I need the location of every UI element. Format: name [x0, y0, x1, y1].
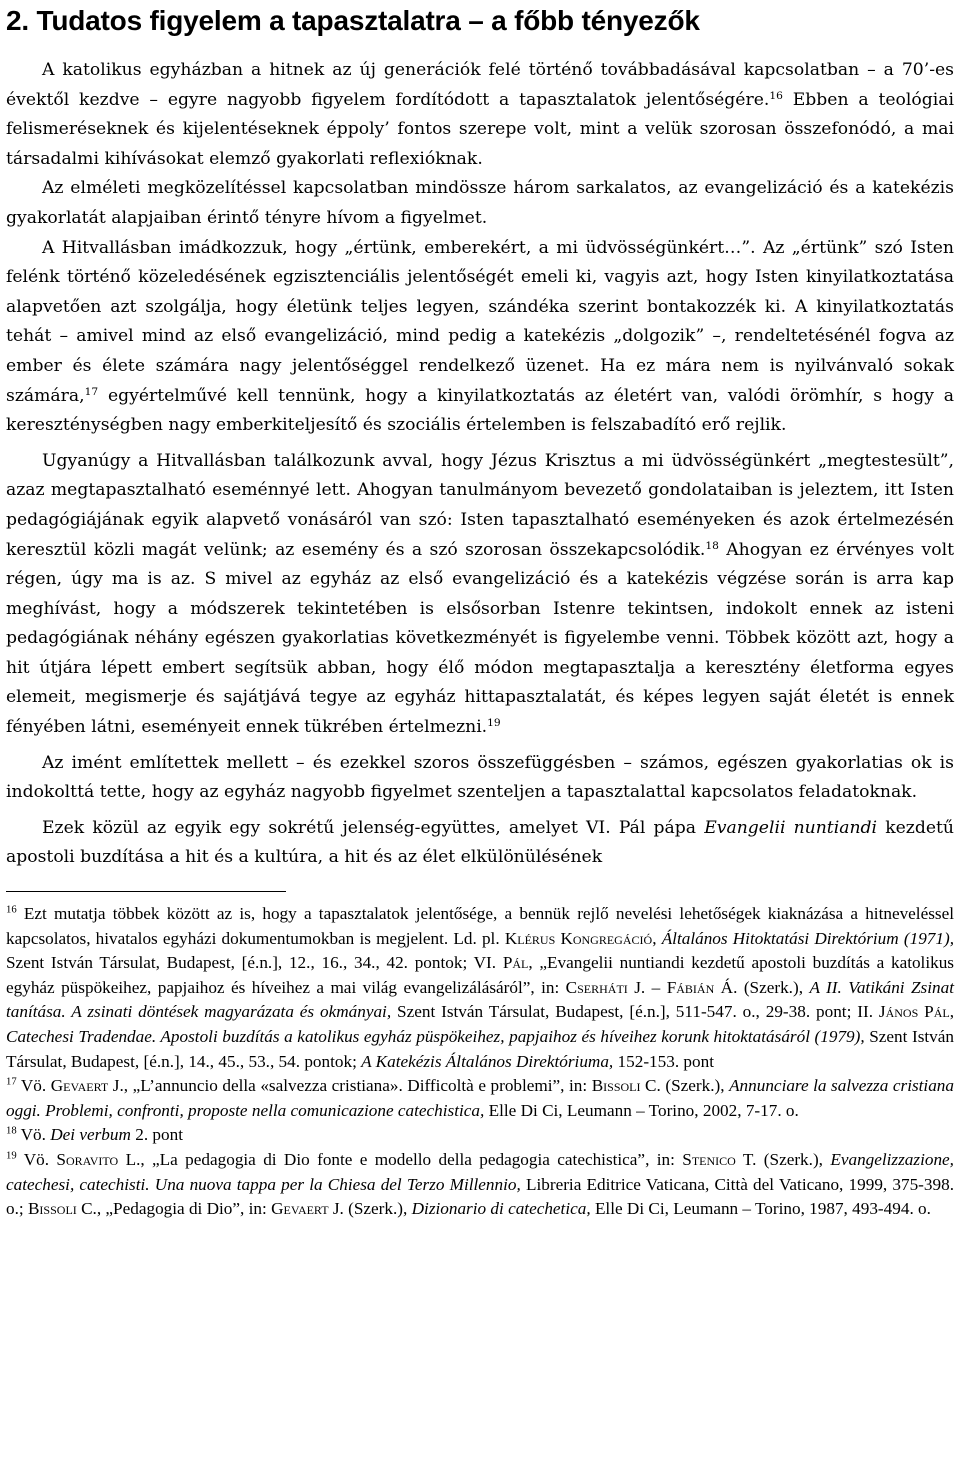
text-run: Az imént említettek mellett – és ezekkel szoros összefüggésben – számos, egészen gyakorlatias ok is indokolttá tette, hogy az egyház nagyobb figyelmet szenteljen a tapasztalattal kapcsolatos feladatoknak. — [6, 752, 954, 803]
italic-title: Általános Hitoktatási Direktórium (1971), — [661, 928, 954, 948]
text-run: A Hitvallásban imádkozzuk, hogy „értünk, emberekért, a mi üdvösségünkért…”. Az „értünk” szó Isten felénk történő közeledésének egzisztenciális jelentőségét emeli ki, vagyis azt, hogy Isten kinyilatkoztatása alapvetően azt szolgálja, hogy életünk teljes legyen, szándéka szerint bontakozzék ki. A kinyilatkoztatás tehát – amivel mind az első evangelizáció, mind pedig a katekézis „dolgozik” –, rendeltetésénél fogva az ember és élete számára nagy jelentőséggel rendelkező üzenet. Ha ez mára nem is nyilvánvaló sokak számára, — [6, 237, 954, 406]
footnotes — [6, 902, 954, 1222]
author-name: Gevaert — [271, 1199, 329, 1219]
author-name: Stenico — [682, 1149, 736, 1169]
text-run: J. – — [627, 977, 667, 997]
body-paragraph — [6, 56, 954, 174]
text-run: C. (Szerk.), — [640, 1076, 730, 1096]
text-run: Vö. — [16, 1149, 57, 1169]
text-run: Libreria Editrice Vaticana, Città del Vaticano, 1999, 375-398. o.; — [6, 1174, 954, 1219]
footnote-ref: 16 — [769, 88, 783, 102]
italic-title: Evangelizzazione, catechesi, catechisti. Una nuova tappa per la Chiesa del Terzo Millennio, — [6, 1149, 954, 1194]
author-name: Gevaert — [50, 1076, 109, 1096]
text-run: Szent István Társulat, Budapest, [é.n.], 14., 45., 53., 54. pontok; — [6, 1027, 954, 1071]
text-run: kezdetű apostoli buzdítása a hit és a kultúra, a hit és az élet elkülönülésének — [6, 817, 954, 868]
text-run: Ebben a teológiai felismeréseknek és kijelentéseknek éppoly’ fontos szerepe volt, mint a velük szorosan összefonódó, a mai társadalmi kihívásokat elemző gyakorlati reflexióknak. — [6, 89, 954, 169]
author-name: Pál — [502, 953, 529, 973]
text-run: , „Evangelii nuntiandi kezdetű apostoli buzdítás a katolikus egyház püspökeihez, papjaihoz és híveihez a mai világ evangelizálásáról”, in: — [6, 953, 954, 997]
text-run: Vö. — [16, 1076, 51, 1096]
text-run: , — [949, 1002, 954, 1022]
text-run: 152-153. pont — [613, 1051, 714, 1071]
body-text — [6, 56, 954, 873]
footnote-number: 18 — [6, 1125, 17, 1137]
section-heading: 2. Tudatos figyelem a tapasztalatra – a főbb tényezők — [6, 5, 700, 36]
italic-title: Evangelii nuntiandi — [704, 817, 878, 838]
author-name: Klérus Kongregáció — [504, 928, 653, 948]
text-run: Elle Di Ci, Leumann – Torino, 1987, 493-494. o. — [590, 1199, 931, 1219]
body-paragraph — [6, 814, 954, 873]
text-run: Ugyanúgy a Hitvallásban találkozunk avval, hogy Jézus Krisztus a mi üdvösségünkért „megtestesült”, azaz megtapasztalható eseménnyé lett. Ahogyan tanulmányom bevezető gondolataiban is jeleztem, itt Isten pedagógiájának egyik alapvető vonásáról van szó: Isten tapasztalható eseményeken és azok értelmezésén keresztül közli magát velünk; az esemény és a szó szorosan összekapcsolódik. — [6, 450, 954, 560]
body-paragraph — [6, 234, 954, 441]
author-name: Soravito — [56, 1149, 119, 1169]
italic-title: Annunciare la salvezza cristiana oggi. Problemi, confronti, proposte nella comunicazione catechistica, — [6, 1076, 954, 1120]
footnote — [6, 1123, 954, 1148]
footnote-number: 19 — [6, 1150, 17, 1162]
footnote-separator — [6, 891, 286, 892]
text-run: J., „L’annuncio della «salvezza cristiana». Difficoltà e problemi”, in: — [108, 1076, 592, 1096]
author-name: Fábián — [666, 977, 715, 997]
text-run: 2. pont — [130, 1125, 183, 1145]
text-run: egyértelművé kell tennünk, hogy a kinyilatkoztatás az életért van, valódi örömhír, s hogy a kereszténységben nagy emberkiteljesítő és szociális értelemben is felszabadító erő rejlik. — [6, 385, 954, 436]
text-run: Elle Di Ci, Leumann – Torino, 2002, 7-17. o. — [484, 1100, 799, 1120]
text-run: Szent István Társulat, Budapest, [é.n.], 511-547. o., 29-38. pont; II. — [391, 1002, 879, 1022]
author-name: János Pál — [878, 1002, 950, 1022]
document-page — [6, 0, 954, 1222]
text-run: Ahogyan ez érvényes volt régen, úgy ma is az. S mivel az egyház az első evangelizáció és a katekézis végzése során is arra kap meghívást, hogy a módszerek tekintetében is elsősorban Istenre tekintsen, indokolt ennek az isteni pedagógiának néhány egészen gyakorlatias következményét is figyelembe venni. Többek között azt, hogy a hit útjára lépett embert segítsük abban, hogy élő módon megtapasztalja a keresztény életforma egyes elemeit, megismerje és sajátjává tegye az egyház hittapasztalatát, és képes legyen saját életét is ennek fényében látni, eseményeit ennek tükrében értelmezni. — [6, 539, 954, 738]
text-run: Ezt mutatja többek között az is, hogy a tapasztalatok jelentősége, a bennük rejlő nevelési lehetőségek kiaknázása a hitneveléssel kapcsolatos, hivatalos egyházi dokumentumokban is megjelent. Ld. pl. — [6, 904, 954, 948]
text-run: T. (Szerk.), — [735, 1149, 831, 1169]
body-paragraph — [6, 749, 954, 808]
footnote-number: 16 — [6, 904, 17, 916]
text-run: Vö. — [16, 1125, 51, 1145]
text-run: C., „Pedagogia di Dio”, in: — [76, 1199, 272, 1219]
text-run: Ezek közül az egyik egy sokrétű jelenség-együttes, amelyet VI. Pál pápa — [42, 817, 705, 838]
footnote-number: 17 — [6, 1076, 17, 1088]
footnote-ref: 18 — [705, 538, 719, 552]
footnote — [6, 902, 954, 1074]
text-run: J. (Szerk.), — [328, 1199, 412, 1219]
footnote — [6, 1148, 954, 1222]
body-paragraph — [6, 174, 954, 233]
footnote — [6, 1074, 954, 1123]
author-name: Bissoli — [591, 1076, 641, 1096]
italic-title: Catechesi Tradendae. Apostoli buzdítás a katolikus egyház püspökeihez, papjaihoz és híveihez korunk hitoktatásáról (1979), — [6, 1027, 865, 1046]
text-run: L., „La pedagogia di Dio fonte e modello della pedagogia catechistica”, in: — [118, 1149, 683, 1169]
italic-title: Dei verbum — [50, 1125, 131, 1145]
footnote-ref: 17 — [84, 384, 99, 398]
italic-title: A II. Vatikáni Zsinat tanítása. A zsinati döntések magyarázata és okmányai, — [6, 977, 954, 1022]
text-run: Az elméleti megközelítéssel kapcsolatban mindössze három sarkalatos, az evangelizáció és a katekézis gyakorlatát alapjaiban érintő tényre hívom a figyelmet. — [6, 178, 954, 228]
footnote-ref: 19 — [487, 716, 501, 730]
text-run: A katolikus egyházban a hitnek az új generációk felé történő továbbadásával kapcsolatban – a 70’-es évektől kezdve – egyre nagyobb figyelem fordítódott a tapasztalatok jelentőségére. — [6, 60, 954, 110]
text-run: Á. (Szerk.), — [714, 977, 810, 997]
italic-title: Dizionario di catechetica, — [411, 1199, 591, 1219]
text-run: Szent István Társulat, Budapest, [é.n.], 12., 16., 34., 42. pontok; VI. — [6, 953, 503, 973]
author-name: Cserháti — [565, 977, 628, 997]
text-run: , — [652, 928, 662, 948]
italic-title: A Katekézis Általános Direktóriuma, — [361, 1051, 614, 1071]
body-paragraph — [6, 447, 954, 743]
author-name: Bissoli — [27, 1199, 77, 1219]
